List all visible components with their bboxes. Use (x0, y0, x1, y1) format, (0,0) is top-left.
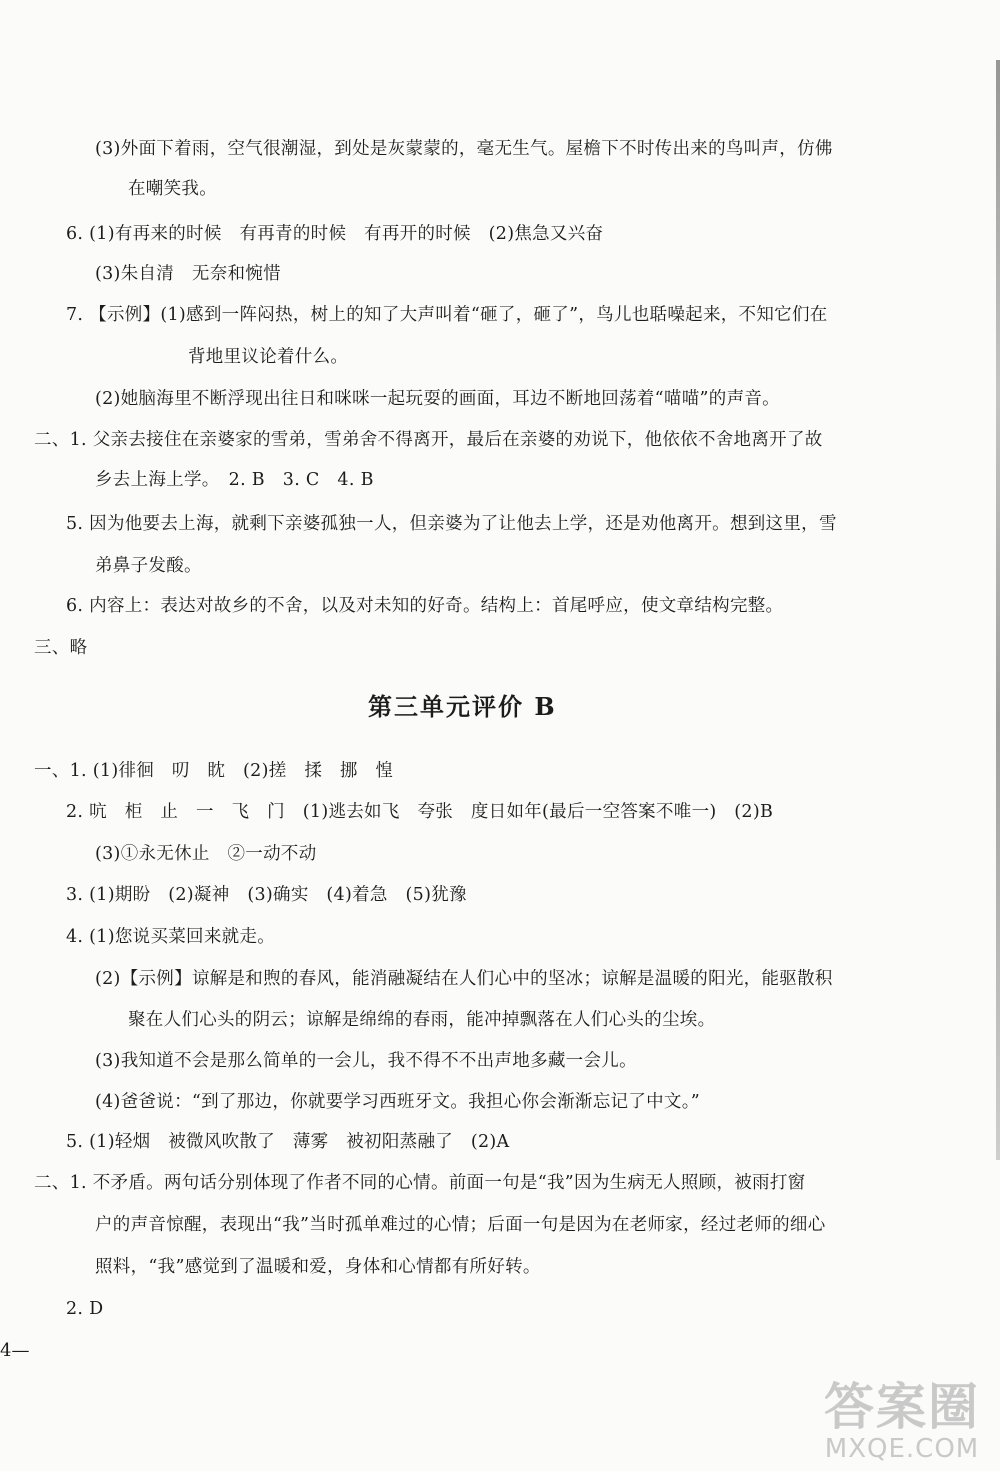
answer-line: (2)她脑海里不断浮现出往日和咪咪一起玩耍的画面，耳边不断地回荡着“喵喵”的声音。 (95, 389, 780, 409)
watermark (824, 1379, 980, 1463)
answer-line: 三、略 (34, 638, 88, 658)
answer-line: 照料，“我”感觉到了温暖和爱，身体和心情都有所好转。 (95, 1257, 541, 1277)
answer-line: 乡去上海上学。 2. B 3. C 4. B (95, 470, 374, 490)
page-number: 4— (0, 1340, 30, 1361)
watermark-site: MXQE.COM (824, 1434, 980, 1464)
answer-line: 弟鼻子发酸。 (95, 556, 202, 576)
answer-line: 5. (1)轻烟 被微风吹散了 薄雾 被初阳蒸融了 (2)A (66, 1132, 510, 1152)
answer-line: 2. D (66, 1299, 104, 1319)
answer-line: 6. 内容上：表达对故乡的不舍，以及对未知的好奇。结构上：首尾呼应，使文章结构完整。 (66, 596, 784, 616)
answer-line: (3)外面下着雨，空气很潮湿，到处是灰蒙蒙的，毫无生气。屋檐下不时传出来的鸟叫声，仿佛 (95, 139, 833, 159)
section-title: 第三单元评价 B (368, 692, 557, 721)
answer-line: 2. 吭 柜 止 一 飞 门 (1)逃去如飞 夸张 度日如年(最后一空答案不唯一) (2)B (66, 802, 774, 822)
answer-line: (3)朱自清 无奈和惋惜 (95, 264, 281, 284)
answer-line: 一、1. (1)徘徊 叨 眈 (2)搓 揉 挪 惶 (34, 761, 394, 781)
answer-line: 4. (1)您说买菜回来就走。 (66, 927, 276, 947)
answer-line: 背地里议论着什么。 (188, 347, 349, 367)
answer-line: (3)①永无休止 ②一动不动 (95, 844, 317, 864)
answer-line: 聚在人们心头的阴云；谅解是绵绵的春雨，能冲掉飘落在人们心头的尘埃。 (128, 1010, 716, 1030)
page-edge-shadow (996, 60, 1000, 1160)
answer-line: 6. (1)有再来的时候 有再青的时候 有再开的时候 (2)焦急又兴奋 (66, 224, 604, 244)
answer-line: 3. (1)期盼 (2)凝神 (3)确实 (4)着急 (5)犹豫 (66, 885, 467, 905)
answer-line: 5. 因为他要去上海，就剩下亲婆孤独一人，但亲婆为了让他去上学，还是劝他离开。想到这里，雪 (66, 514, 837, 534)
answer-line: 在嘲笑我。 (128, 179, 217, 199)
answer-line: (4)爸爸说：“到了那边，你就要学习西班牙文。我担心你会渐渐忘记了中文。” (95, 1092, 701, 1112)
answer-line: 二、1. 父亲去接住在亲婆家的雪弟，雪弟舍不得离开，最后在亲婆的劝说下，他依依不舍地离开了故 (34, 430, 823, 450)
answer-line: 户的声音惊醒，表现出“我”当时孤单难过的心情；后面一句是因为在老师家，经过老师的细心 (95, 1215, 826, 1235)
watermark-logo: 答案圈 (824, 1377, 980, 1436)
answer-line: 二、1. 不矛盾。两句话分别体现了作者不同的心情。前面一句是“我”因为生病无人照顾，被雨打窗 (34, 1173, 806, 1193)
answer-line: (3)我知道不会是那么简单的一会儿，我不得不不出声地多藏一会儿。 (95, 1051, 637, 1071)
answer-line: (2)【示例】谅解是和煦的春风，能消融凝结在人们心中的坚冰；谅解是温暖的阳光，能驱散积 (95, 969, 833, 989)
answer-line: 7. 【示例】(1)感到一阵闷热，树上的知了大声叫着“砸了，砸了”，鸟儿也聒噪起来，不知它们在 (66, 305, 828, 325)
